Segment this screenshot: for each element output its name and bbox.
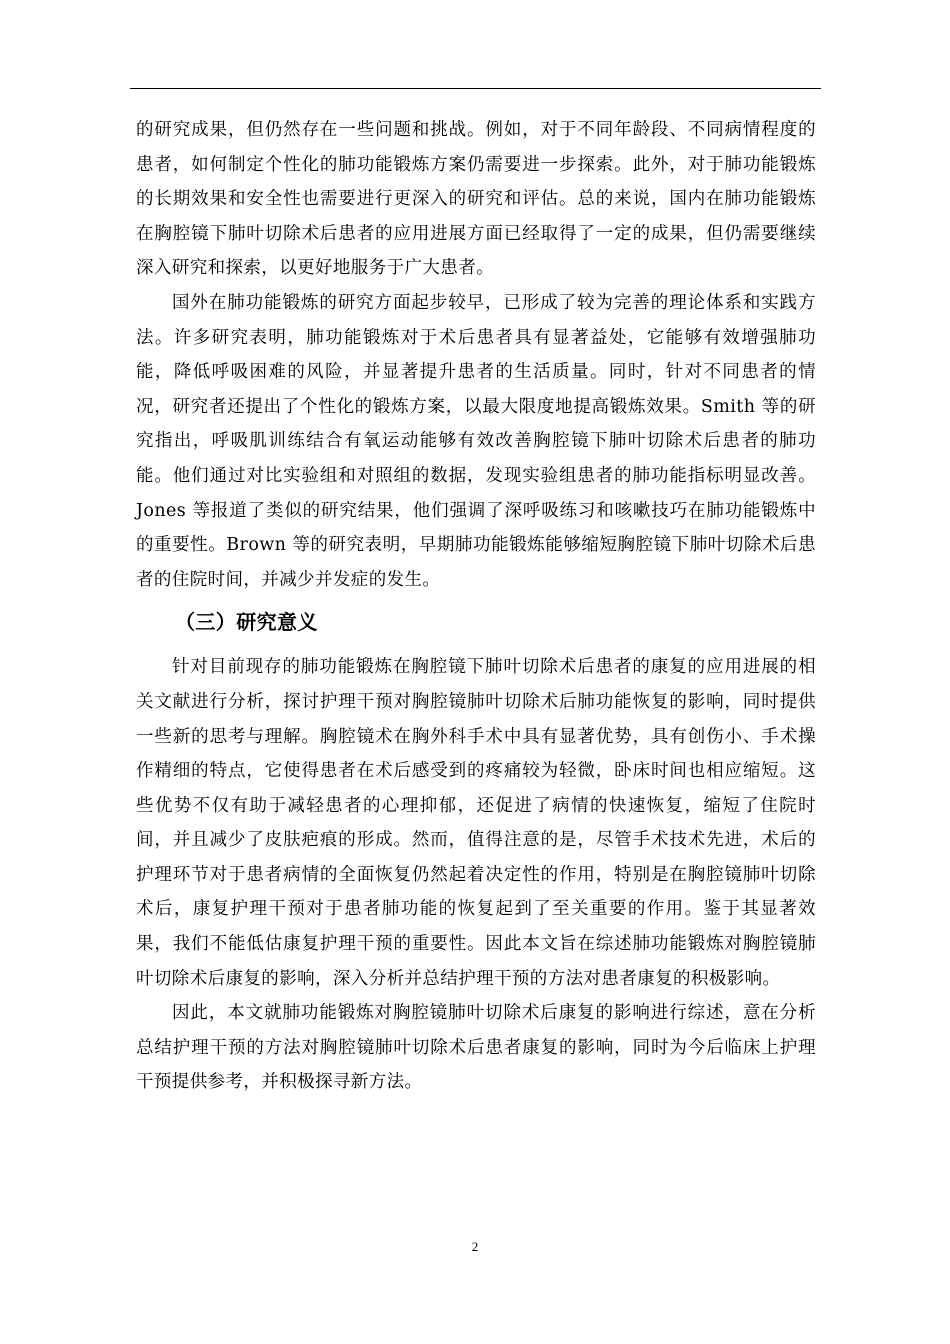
paragraph-significance: 针对目前现存的肺功能锻炼在胸腔镜下肺叶切除术后患者的康复的应用进展的相关文献进行分析，探讨护理干预对胸腔镜肺叶切除术后肺功能恢复的影响，同时提供一些新的思考与理解。胸腔镜术在胸外科手术中具有显著优势，具有创伤小、手术操作精细的特点，它使得患者在术后感受到的疼痛较为轻微，卧床时间也相应缩短。这些优势不仅有助于减轻患者的心理抑郁，还促进了病情的快速恢复，缩短了住院时间，并且减少了皮肤疤痕的形成。然而，值得注意的是，尽管手术技术先进，术后的护理环节对于患者病情的全面恢复仍然起着决定性的作用，特别是在胸腔镜肺叶切除术后，康复护理干预对于患者肺功能的恢复起到了至关重要的作用。鉴于其显著效果，我们不能低估康复护理干预的重要性。因此本文旨在综述肺功能锻炼对胸腔镜肺叶切除术后康复的影响，深入分析并总结护理干预的方法对患者康复的积极影响。 [136, 657, 816, 989]
header-rule [130, 88, 821, 89]
paragraph-continuation: 的研究成果，但仍然存在一些问题和挑战。例如，对于不同年龄段、不同病情程度的患者，如何制定个性化的肺功能锻炼方案仍需要进一步探索。此外，对于肺功能锻炼的长期效果和安全性也需要进行更深入的研究和评估。总的来说，国内在肺功能锻炼在胸腔镜下肺叶切除术后患者的应用进展方面已经取得了一定的成果，但仍需要继续深入研究和探索，以更好地服务于广大患者。 [136, 120, 816, 279]
paragraph-foreign-research: 国外在肺功能锻炼的研究方面起步较早，已形成了较为完善的理论体系和实践方法。许多研究表明，肺功能锻炼对于术后患者具有显著益处，它能够有效增强肺功能，降低呼吸困难的风险，并显著提升患者的生活质量。同时，针对不同患者的情况，研究者还提出了个性化的锻炼方案，以最大限度地提高锻炼效果。Smith 等的研究指出，呼吸肌训练结合有氧运动能够有效改善胸腔镜下肺叶切除术后患者的肺功能。他们通过对比实验组和对照组的数据，发现实验组患者的肺功能指标明显改善。Jones 等报道了类似的研究结果，他们强调了深呼吸练习和咳嗽技巧在肺功能锻炼中的重要性。Brown 等的研究表明，早期肺功能锻炼能够缩短胸腔镜下肺叶切除术后患者的住院时间，并减少并发症的发生。 [136, 292, 816, 590]
page-body [136, 113, 816, 1100]
page-number: 2 [471, 1239, 479, 1254]
section-heading: （三）研究意义 [175, 610, 318, 635]
paragraph-summary: 因此，本文就肺功能锻炼对胸腔镜肺叶切除术后康复的影响进行综述，意在分析总结护理干预的方法对胸腔镜肺叶切除术后患者康复的影响，同时为今后临床上护理干预提供参考，并积极探寻新方法。 [136, 1003, 816, 1093]
